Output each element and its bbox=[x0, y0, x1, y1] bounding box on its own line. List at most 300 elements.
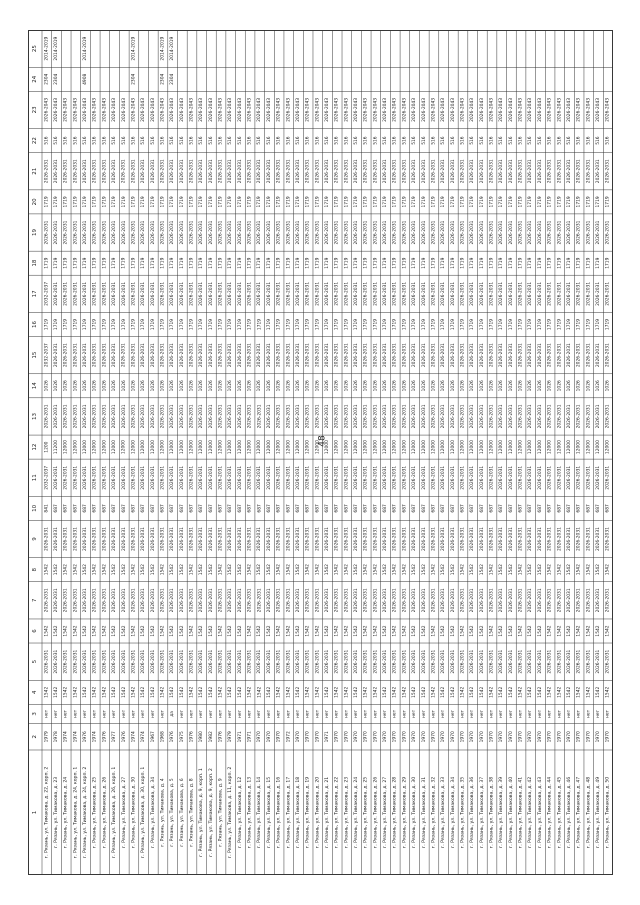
table-cell: 2026-2031 bbox=[499, 343, 505, 368]
address-cell: г. Рязань, ул. Тимакова, д. 4 bbox=[160, 778, 166, 847]
table-cell: 1542 bbox=[431, 625, 437, 637]
table-cell: 1542 bbox=[470, 686, 476, 698]
table-cell: 1719 bbox=[102, 196, 108, 208]
table-cell: 2026-2031 bbox=[566, 281, 572, 306]
table-cell: 2026-2031 bbox=[373, 465, 379, 490]
table-cell: 12000 bbox=[199, 440, 205, 455]
table-cell: 516 bbox=[189, 136, 195, 145]
address-cell: г. Рязань, ул. Тимакова, д. 19 bbox=[305, 776, 311, 849]
table-cell: 687 bbox=[102, 504, 108, 513]
table-cell: 2026-2031 bbox=[170, 220, 176, 245]
address-cell: г. Рязань, ул. Тимакова, д. 47 bbox=[576, 776, 582, 849]
table-cell: 1542 bbox=[557, 625, 563, 637]
table-cell: 1978 bbox=[54, 731, 60, 743]
table-cell: 2026-2031 bbox=[121, 220, 127, 245]
table-cell: 2026-2031 bbox=[392, 343, 398, 368]
table-cell: 516 bbox=[170, 136, 176, 145]
table-cell: нет bbox=[121, 709, 127, 719]
table-cell: 2026-2031 bbox=[470, 527, 476, 552]
table-cell: 687 bbox=[189, 504, 195, 513]
table-cell: 687 bbox=[392, 504, 398, 513]
table-cell: 516 bbox=[557, 136, 563, 145]
table-cell: 2026-2043 bbox=[83, 97, 89, 122]
table-cell: 2026-2031 bbox=[547, 527, 553, 552]
table-cell: 1719 bbox=[479, 257, 485, 269]
table-cell: 1542 bbox=[576, 686, 582, 698]
table-cell: 2026-2031 bbox=[189, 649, 195, 674]
table-cell: 2026-2031 bbox=[218, 343, 224, 368]
table-cell: 1970 bbox=[450, 731, 456, 743]
table-cell: 1026 bbox=[576, 380, 582, 392]
table-cell: 2032-2037 bbox=[44, 343, 50, 368]
table-cell: 1542 bbox=[402, 686, 408, 698]
table-cell: 2026-2031 bbox=[112, 281, 118, 306]
table-cell: 1542 bbox=[537, 564, 543, 576]
table-cell: 1026 bbox=[189, 380, 195, 392]
table-cell: 2026-2031 bbox=[170, 404, 176, 429]
table-cell: 516 bbox=[605, 136, 611, 145]
table-cell: 2026-2031 bbox=[237, 527, 243, 552]
table-cell: 1719 bbox=[150, 257, 156, 269]
table-cell: 2026-2031 bbox=[547, 588, 553, 613]
table-cell: 687 bbox=[576, 504, 582, 513]
address-cell: г. Рязань, ул. Тимакова, д. 32 bbox=[431, 776, 437, 849]
table-cell: 2026-2031 bbox=[102, 220, 108, 245]
table-cell: 1542 bbox=[586, 564, 592, 576]
table-cell: 687 bbox=[479, 504, 485, 513]
table-cell: 2026-2043 bbox=[383, 97, 389, 122]
table-cell: нет bbox=[189, 709, 195, 719]
table-cell: 12000 bbox=[334, 440, 340, 455]
table-cell: 2026-2031 bbox=[470, 159, 476, 184]
address-cell: г. Рязань, ул. Тимакова, д. 12 bbox=[237, 776, 243, 849]
table-cell: 1719 bbox=[421, 196, 427, 208]
table-cell: 12000 bbox=[576, 440, 582, 455]
table-cell: 2026-2031 bbox=[402, 343, 408, 368]
table-cell: 2014-2019 bbox=[170, 36, 176, 61]
table-cell: 1542 bbox=[373, 686, 379, 698]
table-cell: 1719 bbox=[276, 196, 282, 208]
table-cell: 1970 bbox=[383, 731, 389, 743]
table-cell: 2026-2031 bbox=[83, 588, 89, 613]
table-cell: 1719 bbox=[160, 318, 166, 331]
table-cell: 2026-2031 bbox=[402, 465, 408, 490]
table-cell: 1719 bbox=[460, 196, 466, 208]
table-cell: 2026-2043 bbox=[131, 97, 137, 122]
table-cell: 2026-2043 bbox=[92, 97, 98, 122]
table-cell: 687 bbox=[121, 504, 127, 513]
table-cell: 1542 bbox=[141, 625, 147, 637]
table-cell: 2026-2031 bbox=[499, 404, 505, 429]
table-cell: 516 bbox=[537, 136, 543, 145]
table-cell: 1719 bbox=[73, 318, 79, 331]
table-cell: 2026-2031 bbox=[131, 527, 137, 552]
table-cell: 2026-2031 bbox=[528, 527, 534, 552]
table-cell: 516 bbox=[431, 136, 437, 145]
table-cell: 2026-2031 bbox=[102, 404, 108, 429]
table-cell: 2026-2031 bbox=[179, 527, 185, 552]
table-cell: 1542 bbox=[334, 686, 340, 698]
table-cell: 2026-2031 bbox=[441, 159, 447, 184]
table-cell: 2026-2031 bbox=[170, 343, 176, 368]
table-cell: 12000 bbox=[595, 440, 601, 455]
table-cell: 1542 bbox=[266, 686, 272, 698]
table-cell: 1719 bbox=[150, 318, 156, 331]
table-cell: 2026-2031 bbox=[450, 281, 456, 306]
table-cell: 12000 bbox=[286, 440, 292, 455]
table-cell: 516 bbox=[518, 136, 524, 145]
table-cell: 12000 bbox=[131, 440, 137, 455]
table-cell: 2026-2031 bbox=[112, 343, 118, 368]
table-cell: 2026-2031 bbox=[402, 588, 408, 613]
table-cell: 2026-2031 bbox=[63, 220, 69, 245]
table-cell: 1542 bbox=[566, 564, 572, 576]
table-cell: 12000 bbox=[237, 440, 243, 455]
table-cell: 2026-2031 bbox=[141, 465, 147, 490]
table-cell: 2026-2031 bbox=[286, 527, 292, 552]
table-cell: 2026-2031 bbox=[112, 220, 118, 245]
table-cell: 2026-2031 bbox=[295, 465, 301, 490]
table-cell: 687 bbox=[586, 504, 592, 513]
table-cell: 2026-2031 bbox=[489, 649, 495, 674]
table-cell: 2026-2031 bbox=[257, 649, 263, 674]
table-cell: 2026-2031 bbox=[160, 588, 166, 613]
table-cell: 2014-2019 bbox=[160, 36, 166, 61]
table-cell: 12000 bbox=[63, 440, 69, 455]
table-cell: 2026-2031 bbox=[373, 220, 379, 245]
table-cell: 1970 bbox=[479, 731, 485, 743]
table-cell: 2026-2031 bbox=[412, 465, 418, 490]
table-cell: 687 bbox=[199, 504, 205, 513]
table-cell: 12000 bbox=[189, 440, 195, 455]
table-cell: 1542 bbox=[150, 625, 156, 637]
table-cell: 2026-2031 bbox=[83, 527, 89, 552]
table-cell: 2026-2031 bbox=[460, 588, 466, 613]
table-cell: 1542 bbox=[141, 564, 147, 576]
table-cell: 2026-2031 bbox=[392, 159, 398, 184]
table-cell: 687 bbox=[228, 504, 234, 513]
table-cell: 2026-2031 bbox=[112, 404, 118, 429]
table-cell: 2026-2031 bbox=[325, 404, 330, 429]
table-cell: 1719 bbox=[537, 318, 543, 331]
table-cell: 687 bbox=[141, 504, 147, 513]
table-cell: 2026-2031 bbox=[412, 159, 418, 184]
table-cell: 1026 bbox=[295, 380, 301, 392]
table-cell: 2026-2031 bbox=[479, 220, 485, 245]
table-cell: 2026-2043 bbox=[566, 97, 572, 122]
table-cell: 2026-2031 bbox=[228, 404, 234, 429]
table-cell: 1719 bbox=[54, 318, 60, 331]
table-cell: 1719 bbox=[73, 257, 79, 269]
table-cell: 2026-2031 bbox=[305, 220, 311, 245]
table-cell: 4908 bbox=[83, 73, 89, 85]
table-cell: 1719 bbox=[237, 257, 243, 269]
table-cell: 687 bbox=[566, 504, 572, 513]
table-cell: 12000 bbox=[295, 440, 301, 455]
table-cell: 2026-2031 bbox=[499, 465, 505, 490]
table-cell: 1970 bbox=[489, 731, 495, 743]
table-cell: 1719 bbox=[141, 196, 147, 208]
table-cell: 2026-2031 bbox=[54, 220, 60, 245]
table-cell: 2026-2031 bbox=[150, 281, 156, 306]
table-cell: 1719 bbox=[131, 318, 137, 331]
table-cell: 1719 bbox=[266, 196, 272, 208]
address-cell: г. Рязань, ул. Тимакова, д. 24 bbox=[63, 776, 69, 849]
table-cell: 1719 bbox=[121, 196, 127, 208]
table-cell: 1719 bbox=[470, 318, 476, 331]
table-cell: 2026-2043 bbox=[179, 97, 185, 122]
table-cell: 687 bbox=[470, 504, 476, 513]
table-cell: 2026-2031 bbox=[266, 281, 272, 306]
table-cell: 2026-2031 bbox=[383, 527, 389, 552]
table-cell: 1719 bbox=[595, 318, 601, 331]
table-cell: 2026-2043 bbox=[286, 97, 292, 122]
table-cell: 2026-2031 bbox=[557, 588, 563, 613]
table-cell: 1719 bbox=[247, 196, 253, 208]
table-cell: 1719 bbox=[489, 196, 495, 208]
table-cell: 2026-2031 bbox=[566, 220, 572, 245]
table-cell: 2026-2031 bbox=[605, 588, 611, 613]
table-cell: 2026-2031 bbox=[112, 465, 118, 490]
column-header-22: 22 bbox=[32, 137, 38, 145]
table-cell: 1719 bbox=[73, 196, 79, 208]
table-cell: 2026-2031 bbox=[286, 220, 292, 245]
table-cell: 1719 bbox=[266, 318, 272, 331]
table-cell: 1971 bbox=[325, 731, 330, 743]
table-cell: нет bbox=[557, 709, 563, 719]
address-cell: г. Рязань, ул. Тимакова, д. 34 bbox=[150, 776, 156, 849]
table-cell: 2026-2031 bbox=[218, 404, 224, 429]
table-cell: 2026-2031 bbox=[276, 404, 282, 429]
table-cell: 2026-2031 bbox=[586, 281, 592, 306]
table-cell: 2026-2031 bbox=[392, 465, 398, 490]
table-cell: 1719 bbox=[508, 257, 514, 269]
table-cell: нет bbox=[102, 709, 108, 719]
table-cell: 12000 bbox=[605, 440, 611, 455]
table-cell: 2026-2031 bbox=[92, 343, 98, 368]
table-cell: 2026-2043 bbox=[208, 97, 214, 122]
table-cell: 2026-2031 bbox=[315, 649, 321, 674]
table-cell: 2026-2043 bbox=[518, 97, 524, 122]
table-cell: 1542 bbox=[54, 625, 60, 637]
table-cell: 12000 bbox=[586, 440, 592, 455]
table-cell: нет bbox=[257, 709, 263, 719]
table-cell: 2026-2031 bbox=[489, 220, 495, 245]
table-cell: 1970 bbox=[528, 731, 534, 743]
table-cell: 1026 bbox=[228, 380, 234, 392]
table-cell: 2026-2031 bbox=[431, 404, 437, 429]
table-cell: 2026-2031 bbox=[470, 588, 476, 613]
table-cell: 516 bbox=[576, 136, 582, 145]
table-cell: 12000 bbox=[305, 440, 311, 455]
table-cell: 2026-2031 bbox=[83, 220, 89, 245]
table-cell: 2026-2031 bbox=[392, 404, 398, 429]
table-cell: 2026-2031 bbox=[383, 404, 389, 429]
table-cell: 2026-2031 bbox=[537, 527, 543, 552]
table-cell: 516 bbox=[63, 136, 69, 145]
table-cell: 2026-2043 bbox=[54, 97, 60, 122]
table-cell: 12000 bbox=[537, 440, 543, 455]
table-cell: 1970 bbox=[363, 731, 369, 743]
table-cell: 2026-2031 bbox=[141, 220, 147, 245]
table-cell: 687 bbox=[402, 504, 408, 513]
table-cell: 1719 bbox=[237, 318, 243, 331]
table-cell: 2026-2031 bbox=[121, 465, 127, 490]
table-cell: 12000 bbox=[508, 440, 514, 455]
table-cell: 2026-2043 bbox=[528, 97, 534, 122]
table-cell: 2026-2031 bbox=[508, 281, 514, 306]
table-cell: 2026-2031 bbox=[557, 343, 563, 368]
table-cell: 2026-2031 bbox=[344, 343, 350, 368]
table-cell: 1719 bbox=[199, 196, 205, 208]
table-cell: 1719 bbox=[518, 196, 524, 208]
table-cell: 1719 bbox=[363, 257, 369, 269]
table-cell: 1026 bbox=[266, 380, 272, 392]
table-cell: 1719 bbox=[247, 257, 253, 269]
table-cell: 2026-2031 bbox=[237, 220, 243, 245]
table-cell: 1026 bbox=[383, 380, 389, 392]
table-cell: 12000 bbox=[450, 440, 456, 455]
table-cell: 516 bbox=[199, 136, 205, 145]
table-cell: 1719 bbox=[295, 257, 301, 269]
table-cell: нет bbox=[315, 709, 321, 719]
table-cell: 1542 bbox=[218, 564, 224, 576]
table-cell: 2026-2031 bbox=[557, 159, 563, 184]
table-cell: нет bbox=[344, 709, 350, 719]
table-cell: 516 bbox=[276, 136, 282, 145]
table-cell: 2026-2031 bbox=[412, 527, 418, 552]
table-cell: 516 bbox=[412, 136, 418, 145]
table-cell: 516 bbox=[450, 136, 456, 145]
table-cell: 12000 bbox=[392, 440, 398, 455]
table-cell: 1542 bbox=[266, 625, 272, 637]
table-cell: 2026-2031 bbox=[441, 649, 447, 674]
table-cell: 1542 bbox=[315, 564, 321, 576]
table-cell: 1542 bbox=[605, 625, 611, 637]
table-cell: 2026-2031 bbox=[150, 220, 156, 245]
table-cell: 2026-2031 bbox=[44, 527, 50, 552]
table-cell: 516 bbox=[373, 136, 379, 145]
table-cell: 2026-2031 bbox=[363, 649, 369, 674]
table-cell: 1719 bbox=[383, 318, 389, 331]
table-cell: 1719 bbox=[450, 318, 456, 331]
address-cell: г. Рязань, ул. Тимакова, д. 14 bbox=[257, 776, 263, 849]
table-cell: 2026-2043 bbox=[499, 97, 505, 122]
table-cell: 1971 bbox=[247, 731, 253, 743]
table-cell: 2026-2031 bbox=[63, 281, 69, 306]
table-cell: 12000 bbox=[160, 440, 166, 455]
table-cell: 2026-2031 bbox=[460, 527, 466, 552]
table-cell: 1719 bbox=[63, 257, 69, 269]
table-cell: 2026-2031 bbox=[247, 404, 253, 429]
table-cell: 2026-2031 bbox=[431, 465, 437, 490]
table-cell: 2026-2031 bbox=[354, 465, 360, 490]
table-cell: 2026-2043 bbox=[557, 97, 563, 122]
table-cell: 1719 bbox=[83, 318, 89, 331]
address-cell: г. Рязань, ул. Тимакова, д. 26 bbox=[373, 776, 379, 849]
table-cell: 2026-2031 bbox=[189, 588, 195, 613]
table-cell: 1542 bbox=[131, 564, 137, 576]
table-cell: 12000 bbox=[121, 440, 127, 455]
table-cell: 2026-2031 bbox=[112, 649, 118, 674]
table-cell: 516 bbox=[344, 136, 350, 145]
table-cell: 2026-2043 bbox=[373, 97, 379, 122]
table-cell: 2026-2031 bbox=[421, 220, 427, 245]
address-cell: г. Рязань, ул. Тимакова, д. 25 bbox=[363, 776, 369, 849]
table-cell: 1026 bbox=[450, 380, 456, 392]
table-cell: 2026-2031 bbox=[402, 281, 408, 306]
table-cell: 2026-2031 bbox=[247, 159, 253, 184]
table-cell: 516 bbox=[150, 136, 156, 145]
table-cell: 687 bbox=[208, 504, 214, 513]
table-cell: 1026 bbox=[354, 380, 360, 392]
table-cell: 516 bbox=[489, 136, 495, 145]
table-cell: 1719 bbox=[412, 196, 418, 208]
table-cell: 2026-2031 bbox=[392, 649, 398, 674]
table-cell: 2026-2031 bbox=[73, 159, 79, 184]
table-cell: 12000 bbox=[315, 440, 321, 455]
table-cell: 2026-2031 bbox=[325, 343, 330, 368]
table-cell: 1542 bbox=[470, 625, 476, 637]
table-cell: 1719 bbox=[412, 257, 418, 269]
table-cell: 2026-2031 bbox=[218, 465, 224, 490]
table-cell: 2026-2031 bbox=[189, 404, 195, 429]
table-cell: 1026 bbox=[431, 380, 437, 392]
table-cell: 2026-2031 bbox=[150, 649, 156, 674]
table-cell: 2026-2031 bbox=[54, 159, 60, 184]
table-cell: 2026-2031 bbox=[354, 343, 360, 368]
table-cell: 2026-2031 bbox=[276, 465, 282, 490]
table-cell: 2026-2031 bbox=[566, 465, 572, 490]
table-cell: нет bbox=[44, 709, 50, 719]
table-cell: 1542 bbox=[218, 625, 224, 637]
table-cell: 1542 bbox=[566, 625, 572, 637]
table-cell: 2026-2031 bbox=[392, 588, 398, 613]
table-cell: 1974 bbox=[131, 731, 137, 743]
table-cell: 2026-2031 bbox=[537, 281, 543, 306]
address-cell: г. Рязань, ул. Тимакова, д. 39 bbox=[499, 776, 505, 849]
table-cell: 2026-2031 bbox=[179, 220, 185, 245]
table-cell: 1970 bbox=[276, 731, 282, 743]
table-cell: 1542 bbox=[373, 625, 379, 637]
table-cell: 2026-2043 bbox=[392, 97, 398, 122]
table-cell: 1719 bbox=[63, 196, 69, 208]
table-cell: 1719 bbox=[141, 257, 147, 269]
table-cell: 2026-2031 bbox=[557, 527, 563, 552]
table-cell: 1542 bbox=[605, 564, 611, 576]
table-cell: 2026-2031 bbox=[547, 343, 553, 368]
table-cell: 2026-2031 bbox=[305, 281, 311, 306]
table-cell: 2026-2031 bbox=[586, 588, 592, 613]
table-cell: 1542 bbox=[383, 686, 389, 698]
table-cell: 1719 bbox=[228, 318, 234, 331]
address-cell: г. Рязань, ул. Тимакова, д. 45 bbox=[557, 776, 563, 849]
table-cell: нет bbox=[518, 709, 524, 719]
table-cell: 1719 bbox=[286, 318, 292, 331]
table-cell: 1542 bbox=[179, 625, 185, 637]
table-cell: 12000 bbox=[441, 440, 447, 455]
table-cell: 2026-2031 bbox=[499, 159, 505, 184]
table-cell: 687 bbox=[83, 504, 89, 513]
table-cell: 1719 bbox=[557, 257, 563, 269]
table-cell: 1542 bbox=[344, 625, 350, 637]
table-cell: 2026-2031 bbox=[208, 404, 214, 429]
table-cell: 2026-2031 bbox=[537, 404, 543, 429]
table-cell: 1542 bbox=[63, 686, 69, 698]
table-cell: 2026-2031 bbox=[228, 343, 234, 368]
table-cell: 1542 bbox=[208, 564, 214, 576]
table-cell: 1719 bbox=[334, 318, 340, 331]
